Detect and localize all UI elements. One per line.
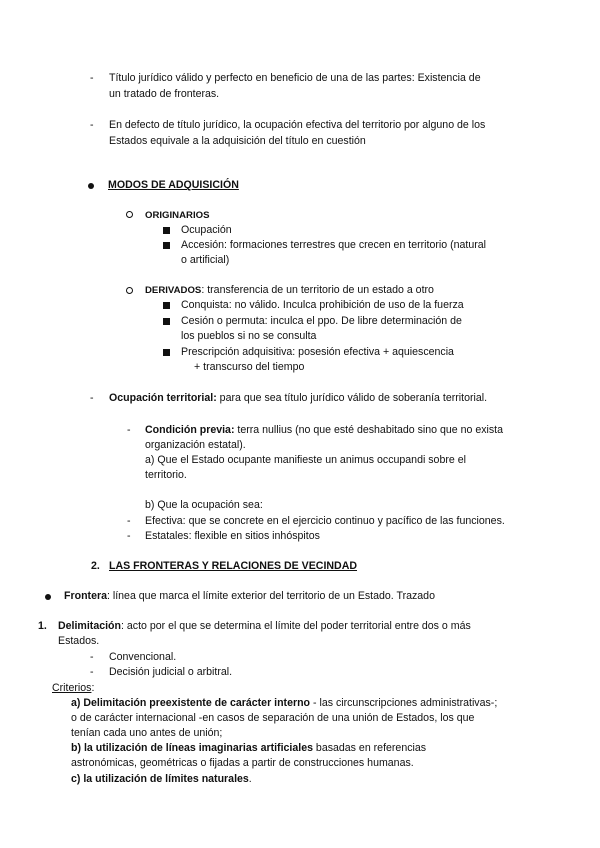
dash-marker: -	[127, 515, 131, 527]
criterio-b-label: b) la utilización de líneas imaginarias artificiales	[71, 742, 313, 754]
ocupacion-label: Ocupación territorial:	[109, 392, 217, 404]
circle-bullet	[126, 287, 133, 294]
delimitacion-line	[58, 619, 471, 634]
dash-marker: -	[127, 530, 131, 542]
text-line: a) Que el Estado ocupante manifieste un animus occupandi sobre el	[145, 454, 466, 466]
frontera-desc: : línea que marca el límite exterior del territorio de un Estado. Trazado	[106, 590, 435, 602]
derivados-line	[145, 283, 434, 298]
text-line: Prescripción adquisitiva: posesión efectiva + aquiescencia	[181, 346, 454, 358]
delimitacion-desc: : acto por el que se determina el límite del poder territorial entre dos o más	[121, 620, 471, 632]
text-line: o de carácter internacional -en casos de separación de una unión de Estados, los que	[71, 712, 475, 724]
ocupacion-line	[109, 391, 487, 406]
text-line: territorio.	[145, 469, 187, 481]
text-line: En defecto de título jurídico, la ocupación efectiva del territorio por alguno de los	[109, 119, 486, 131]
dash-marker: -	[90, 651, 94, 663]
criterio-c-label: c) la utilización de límites naturales	[71, 773, 249, 785]
text-line: Cesión o permuta: inculca el ppo. De libre determinación de	[181, 315, 462, 327]
circle-bullet	[126, 211, 133, 218]
criterios-label: Criterios	[52, 682, 92, 694]
criterios-colon: :	[91, 682, 95, 694]
text-line: + transcurso del tiempo	[194, 361, 305, 373]
text-line: un tratado de fronteras.	[109, 88, 220, 100]
text-line: Decisión judicial o arbitral.	[109, 666, 233, 678]
criterio-b-desc: basadas en referencias	[312, 742, 427, 754]
frontera-label: Frontera	[64, 590, 107, 602]
condicion-desc: terra nullius (no que esté deshabitado sino que no exista	[234, 424, 504, 436]
text-line: Conquista: no válido. Inculca prohibición de uso de la fuerza	[181, 299, 464, 311]
delimitacion-label: Delimitación	[58, 620, 121, 632]
frontera-line	[64, 589, 435, 604]
dash-marker: -	[127, 424, 131, 436]
dash-marker: -	[90, 666, 94, 678]
text-line: Estados.	[58, 635, 100, 647]
condicion-line	[145, 423, 503, 438]
text-line: Convencional.	[109, 651, 177, 663]
square-bullet	[163, 227, 170, 234]
criterio-a-desc: - las circunscripciones administrativas-;	[310, 697, 498, 709]
text-line: Accesión: formaciones terrestres que crecen en territorio (natural	[181, 239, 486, 251]
section-title: LAS FRONTERAS Y RELACIONES DE VECINDAD	[109, 560, 358, 572]
text-line: tenían cada uno antes de unión;	[71, 727, 223, 739]
criterio-a-label: a) Delimitación preexistente de carácter interno	[71, 697, 311, 709]
disc-bullet	[88, 183, 94, 189]
text-line: o artificial)	[181, 254, 230, 266]
criterio-c-end: .	[248, 773, 252, 785]
square-bullet	[163, 242, 170, 249]
condicion-label: Condición previa:	[145, 424, 235, 436]
text-line: Estados equivale a la adquisición del título en cuestión	[109, 135, 366, 147]
criterio-a-line	[71, 696, 497, 711]
derivados-desc: : transferencia de un territorio de un estado a otro	[201, 284, 434, 296]
originarios-label: ORIGINARIOS	[145, 210, 210, 221]
text-line: Efectiva: que se concrete en el ejercicio continuo y pacífico de las funciones.	[145, 515, 505, 527]
dash-marker: -	[90, 72, 94, 84]
dash-marker: -	[90, 119, 94, 131]
criterio-b-line	[71, 741, 426, 756]
criterio-c-line	[71, 772, 252, 787]
modos-heading: MODOS DE ADQUISICIÓN	[108, 179, 239, 191]
list-number: 1.	[38, 620, 47, 632]
text-line: organización estatal).	[145, 439, 246, 451]
text-line: Estatales: flexible en sitios inhóspitos	[145, 530, 320, 542]
text-line: Ocupación	[181, 224, 232, 236]
derivados-label: DERIVADOS	[145, 285, 202, 296]
ocupacion-desc: para que sea título jurídico válido de soberanía territorial.	[216, 392, 488, 404]
text-line: los pueblos si no se consulta	[181, 330, 317, 342]
text-line: b) Que la ocupación sea:	[145, 499, 263, 511]
text-line: Título jurídico válido y perfecto en beneficio de una de las partes: Existencia de	[109, 72, 481, 84]
criterios-line	[52, 681, 94, 696]
square-bullet	[163, 302, 170, 309]
disc-bullet	[45, 594, 51, 600]
text-line: astronómicas, geométricas o fijadas a partir de construcciones humanas.	[71, 757, 414, 769]
square-bullet	[163, 349, 170, 356]
square-bullet	[163, 318, 170, 325]
dash-marker: -	[90, 392, 94, 404]
section-number: 2.	[91, 560, 100, 572]
